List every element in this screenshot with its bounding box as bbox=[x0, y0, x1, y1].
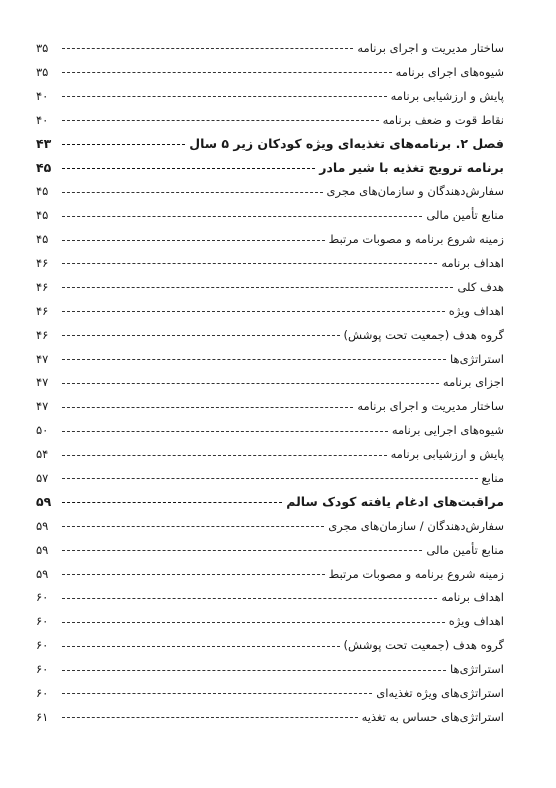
dashed-leader bbox=[62, 526, 324, 527]
toc-entry-page-number: ۶۰ bbox=[36, 590, 49, 605]
toc-entry[interactable] bbox=[36, 36, 504, 60]
dashed-leader bbox=[62, 168, 315, 169]
toc-entry[interactable] bbox=[36, 60, 504, 84]
dashed-leader bbox=[62, 72, 392, 73]
toc-heading-entry[interactable] bbox=[36, 490, 504, 514]
dashed-leader bbox=[62, 502, 282, 503]
toc-entry-page-number: ۳۵ bbox=[36, 40, 49, 55]
toc-entry-page-number: ۴۷ bbox=[36, 375, 49, 390]
toc-entry-page-number: ۶۱ bbox=[36, 709, 49, 724]
dashed-leader bbox=[62, 478, 478, 479]
toc-entry[interactable] bbox=[36, 323, 504, 347]
toc-entry-title: ساختار مدیریت و اجرای برنامه bbox=[357, 40, 504, 55]
toc-entry-page-number: ۶۰ bbox=[36, 638, 49, 653]
toc-entry-page-number: ۴۶ bbox=[36, 303, 49, 318]
dashed-leader bbox=[62, 216, 422, 217]
dashed-leader bbox=[62, 550, 422, 551]
toc-entry[interactable] bbox=[36, 705, 504, 729]
toc-entry[interactable] bbox=[36, 394, 504, 418]
toc-entry-title: منابع bbox=[481, 470, 504, 485]
toc-heading-entry[interactable] bbox=[36, 155, 504, 179]
toc-entry[interactable] bbox=[36, 227, 504, 251]
dashed-leader bbox=[62, 240, 325, 241]
toc-entry[interactable] bbox=[36, 514, 504, 538]
toc-entry-title: پایش و ارزشیابی برنامه bbox=[390, 88, 504, 103]
toc-entry[interactable] bbox=[36, 347, 504, 371]
dashed-leader bbox=[62, 693, 372, 694]
dashed-leader bbox=[62, 144, 185, 145]
dashed-leader bbox=[62, 598, 437, 599]
toc-entry-title: زمینه شروع برنامه و مصوبات مرتبط bbox=[328, 232, 504, 247]
toc-entry[interactable] bbox=[36, 299, 504, 323]
dashed-leader bbox=[62, 359, 446, 360]
toc-entry-page-number: ۴۶ bbox=[36, 279, 49, 294]
dashed-leader bbox=[62, 670, 446, 671]
dashed-leader bbox=[62, 96, 387, 97]
toc-entry-title: زمینه شروع برنامه و مصوبات مرتبط bbox=[328, 566, 504, 581]
toc-entry-page-number: ۴۵ bbox=[36, 232, 49, 247]
toc-entry-page-number: ۴۷ bbox=[36, 351, 49, 366]
toc-entry-page-number: ۵۹ bbox=[36, 542, 49, 557]
toc-entry[interactable] bbox=[36, 84, 504, 108]
toc-entry-page-number: ۵۹ bbox=[36, 566, 49, 581]
toc-entry-title: منابع تأمین مالی bbox=[426, 208, 504, 223]
dashed-leader bbox=[62, 263, 437, 264]
toc-entry[interactable] bbox=[36, 466, 504, 490]
toc-entry-page-number: ۵۹ bbox=[36, 518, 49, 533]
toc-entry-page-number: ۶۰ bbox=[36, 662, 49, 677]
dashed-leader bbox=[62, 574, 325, 575]
dashed-leader bbox=[62, 120, 379, 121]
toc-entry-page-number: ۳۵ bbox=[36, 64, 49, 79]
toc-entry-title: ساختار مدیریت و اجرای برنامه bbox=[357, 399, 504, 414]
toc-entry[interactable] bbox=[36, 585, 504, 609]
toc-entry-page-number: ۴۰ bbox=[36, 112, 49, 127]
toc-entry-page-number: ۶۰ bbox=[36, 614, 49, 629]
toc-entry-title: سفارش‌دهندگان و سازمان‌های مجری bbox=[326, 184, 504, 199]
toc-entry-page-number: ۴۵ bbox=[36, 208, 49, 223]
toc-entry-title: اجزای برنامه bbox=[442, 375, 504, 390]
toc-entry-title: اهداف ویژه bbox=[448, 614, 504, 629]
toc-entry-title: گروه هدف (جمعیت تحت پوشش) bbox=[343, 638, 504, 653]
toc-entry-title: شیوه‌های اجرای برنامه bbox=[395, 64, 504, 79]
toc-entry-title: منابع تأمین مالی bbox=[426, 542, 504, 557]
toc-entry[interactable] bbox=[36, 251, 504, 275]
toc-entry-title: سفارش‌دهندگان / سازمان‌های مجری bbox=[328, 518, 504, 533]
toc-entry-title: هدف کلی bbox=[457, 279, 504, 294]
toc-entry-page-number: ۴۵ bbox=[36, 184, 49, 199]
toc-entry-page-number: ۵۷ bbox=[36, 470, 49, 485]
toc-entry[interactable] bbox=[36, 657, 504, 681]
toc-entry[interactable] bbox=[36, 179, 504, 203]
toc-entry-page-number: ۴۳ bbox=[36, 136, 52, 151]
dashed-leader bbox=[62, 407, 353, 408]
toc-entry-title: نقاط قوت و ضعف برنامه bbox=[382, 112, 504, 127]
dashed-leader bbox=[62, 287, 453, 288]
dashed-leader bbox=[62, 311, 445, 312]
toc-entry-title: اهداف ویژه bbox=[448, 303, 504, 318]
toc-entry[interactable] bbox=[36, 562, 504, 586]
toc-entry-page-number: ۴۰ bbox=[36, 88, 49, 103]
toc-entry-title: استراتژی‌ها bbox=[450, 662, 504, 677]
dashed-leader bbox=[62, 335, 340, 336]
toc-entry-page-number: ۶۰ bbox=[36, 685, 49, 700]
toc-entry-title: مراقبت‌های ادغام یافته کودک سالم bbox=[286, 494, 504, 510]
table-of-contents bbox=[36, 36, 504, 729]
dashed-leader bbox=[62, 431, 388, 432]
toc-entry[interactable] bbox=[36, 633, 504, 657]
toc-entry-page-number: ۴۷ bbox=[36, 399, 49, 414]
toc-entry-title: استراتژی‌های حساس به تغذیه bbox=[361, 709, 504, 724]
toc-entry-page-number: ۵۹ bbox=[36, 494, 52, 510]
dashed-leader bbox=[62, 48, 353, 49]
toc-entry-page-number: ۵۰ bbox=[36, 423, 49, 438]
dashed-leader bbox=[62, 383, 439, 384]
toc-entry-page-number: ۵۴ bbox=[36, 447, 49, 462]
toc-entry[interactable] bbox=[36, 681, 504, 705]
toc-entry[interactable] bbox=[36, 538, 504, 562]
toc-entry[interactable] bbox=[36, 418, 504, 442]
toc-entry[interactable] bbox=[36, 609, 504, 633]
toc-heading-entry[interactable] bbox=[36, 132, 504, 156]
toc-entry[interactable] bbox=[36, 442, 504, 466]
toc-entry-title: شیوه‌های اجرایی برنامه bbox=[391, 423, 504, 438]
toc-entry[interactable] bbox=[36, 275, 504, 299]
toc-entry-title: استراتژی‌ها bbox=[450, 351, 504, 366]
toc-entry[interactable] bbox=[36, 203, 504, 227]
toc-entry-title: گروه هدف (جمعیت تحت پوشش) bbox=[343, 327, 504, 342]
toc-entry[interactable] bbox=[36, 108, 504, 132]
toc-entry-page-number: ۴۶ bbox=[36, 255, 49, 270]
toc-entry-title: اهداف برنامه bbox=[441, 590, 504, 605]
toc-entry-title: پایش و ارزشیابی برنامه bbox=[390, 447, 504, 462]
dashed-leader bbox=[62, 622, 445, 623]
toc-entry-title: استراتژی‌های ویژه تغذیه‌ای bbox=[376, 685, 504, 700]
dashed-leader bbox=[62, 455, 387, 456]
toc-entry-title: برنامه ترویج تغذیه با شیر مادر bbox=[319, 159, 504, 175]
toc-entry[interactable] bbox=[36, 370, 504, 394]
dashed-leader bbox=[62, 717, 358, 718]
dashed-leader bbox=[62, 192, 323, 193]
toc-entry-page-number: ۴۵ bbox=[36, 159, 52, 175]
dashed-leader bbox=[62, 646, 340, 647]
toc-entry-title: فصل ۲. برنامه‌های تغذیه‌ای ویژه کودکان زیر ۵ سال bbox=[189, 136, 504, 151]
toc-entry-title: اهداف برنامه bbox=[441, 255, 504, 270]
toc-entry-page-number: ۴۶ bbox=[36, 327, 49, 342]
